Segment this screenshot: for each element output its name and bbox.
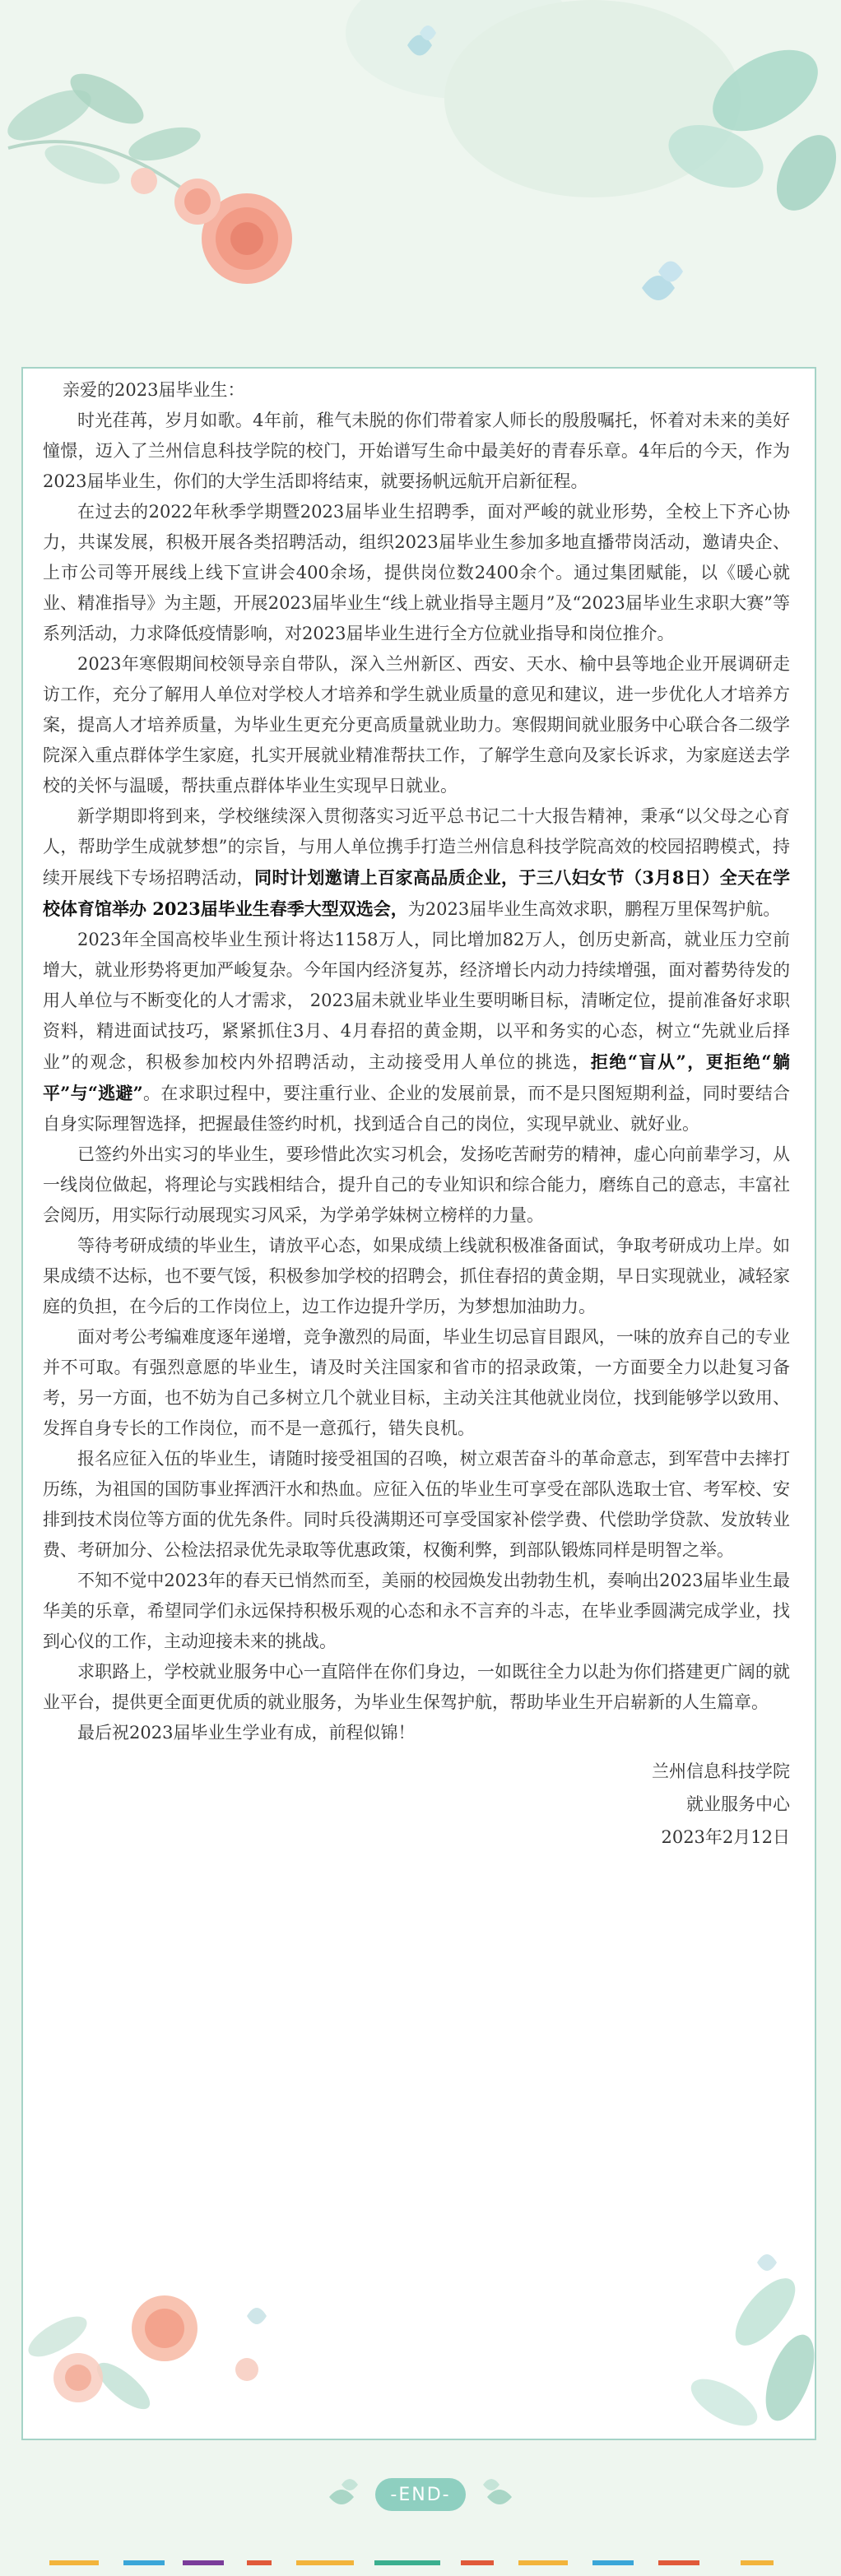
paragraph — [43, 801, 790, 925]
sign-department: 就业服务中心 — [686, 1794, 790, 1814]
end-leaf-left-icon — [329, 2479, 358, 2504]
paragraph: 已签约外出实习的毕业生，要珍惜此次实习机会，发扬吃苦耐劳的精神，虚心向前辈学习，从一线岗位做起，将理论与实践相结合，提升自己的专业知识和综合能力，磨练自己的意志，丰富社会阅历，用实际行动展现实习风采，为学弟学妹树立榜样的力量。 — [43, 1144, 790, 1225]
end-leaf-right-icon — [483, 2479, 512, 2504]
letter-body — [21, 375, 815, 1748]
paragraph: 报名应征入伍的毕业生，请随时接受祖国的召唤，树立艰苦奋斗的革命意志，到军营中去摔打历练，为祖国的国防事业挥洒汗水和热血。应征入伍的毕业生可享受在部队选取士官、考军校、安排到技术岗位等方面的优先条件。同时兵役满期还可享受国家补偿学费、代偿助学贷款、发放转业费、考研加分、公检法招录优先录取等优惠政策，权衡利弊，到部队锻炼同样是明智之举。 — [43, 1449, 790, 1560]
paragraph: 求职路上，学校就业服务中心一直陪伴在你们身边，一如既往全力以赴为你们搭建更广阔的就业平台，提供更全面更优质的就业服务，为毕业生保驾护航，帮助毕业生开启崭新的人生篇章。 — [43, 1662, 790, 1712]
paragraph: 最后祝2023届毕业生学业有成，前程似锦！ — [77, 1723, 416, 1743]
signature-block — [21, 1755, 815, 1854]
paragraph — [43, 925, 790, 1139]
highlight-text: 拒绝“盲从”，更拒绝“躺平”与“逃避” — [43, 1051, 790, 1103]
end-badge: -END- — [375, 2478, 466, 2511]
paragraph-text: 为2023届毕业生高效求职，鹏程万里保驾护航。 — [407, 899, 781, 919]
paragraph: 在过去的2022年秋季学期暨2023届毕业生招聘季，面对严峻的就业形势，全校上下齐心协力，共谋发展，积极开展各类招聘活动，组织2023届毕业生参加多地直播带岗活动，邀请央企、上市公司等开展线上线下宣讲会400余场，提供岗位数2400余个。通过集团赋能，以《暖心就业、精准指导》为主题，开展2023届毕业生“线上就业指导主题月”及“2023届毕业生求职大赛”等系列活动，力求降低疫情影响，对2023届毕业生进行全方位就业指导和岗位推介。 — [43, 502, 790, 643]
top-decoration — [0, 0, 841, 370]
sign-school: 兰州信息科技学院 — [652, 1761, 790, 1781]
paragraph: 等待考研成绩的毕业生，请放平心态，如果成绩上线就积极准备面试，争取考研成功上岸。如果成绩不达标，也不要气馁，积极参加学校的招聘会，抓住春招的黄金期，早日实现就业，减轻家庭的负担，在今后的工作岗位上，边工作边提升学历，为梦想加油助力。 — [43, 1236, 790, 1316]
paragraph-text: 。在求职过程中，要注重行业、企业的发展前景，而不是只图短期利益，同时要结合自身实际理智选择，把握最佳签约时机，找到适合自己的岗位，实现早就业、就好业。 — [43, 1084, 790, 1134]
footer-color-bar — [0, 2560, 841, 2565]
highlight-text: 同时计划邀请上百家高品质企业，于三八妇女节（3月8日）全天在学校体育馆举办 2023届毕业生春季大型双选会， — [43, 867, 790, 919]
paragraph: 时光荏苒，岁月如歌。4年前，稚气未脱的你们带着家人师长的殷殷嘱托，怀着对未来的美好憧憬，迈入了兰州信息科技学院的校门，开始谱写生命中最美好的青春乐章。4年后的今天，作为2023届毕业生，你们的大学生活即将结束，就要扬帆远航开启新征程。 — [43, 411, 790, 491]
paragraph: 不知不觉中2023年的春天已悄然而至，美丽的校园焕发出勃勃生机，奏响出2023届毕业生最华美的乐章，希望同学们永远保持积极乐观的心态和永不言弃的斗志，在毕业季圆满完成学业，找到心仪的工作，主动迎接未来的挑战。 — [43, 1571, 790, 1651]
flower-icon — [22, 2295, 267, 2416]
letter-container — [21, 375, 815, 1854]
paragraph: 面对考公考编难度逐年递增，竞争激烈的局面，毕业生切忌盲目跟风，一味的放弃自己的专业并不可取。有强烈意愿的毕业生，请及时关注国家和省市的招录政策，一方面要全力以赴复习备考，另一方面，也不妨为自己多树立几个就业目标，主动关注其他就业岗位，找到能够学以致用、发挥自身专长的工作岗位，而不是一意孤行，错失良机。 — [43, 1327, 790, 1438]
paragraph: 2023年寒假期间校领导亲自带队，深入兰州新区、西安、天水、榆中县等地企业开展调研走访工作，充分了解用人单位对学校人才培养和学生就业质量的意见和建议，进一步优化人才培养方案，提高人才培养质量，为毕业生更充分更高质量就业助力。寒假期间就业服务中心联合各二级学院深入重点群体学生家庭，扎实开展就业精准帮扶工作，了解学生意向及家长诉求，为家庭送去学校的关怀与温暖，帮扶重点群体毕业生实现早日就业。 — [43, 654, 790, 796]
leaf-icon — [684, 2254, 824, 2435]
paragraph-text: 2023年全国高校毕业生预计将达1158万人，同比增加82万人，创历史新高，就业压力空前增大，就业形势将更加严峻复杂。今年国内经济复苏，经济增长内动力持续增强，面对蓄势待发的用人单位与不断变化的人才需求， 2023届未就业毕业生要明晰目标，清晰定位，提前准备好求职资料，精进面试技巧，紧紧抓住3月、4月春招的黄金期，以平和务实的心态，树立“先就业后择业”的观念，积极参加校内外招聘活动，主动接受用人单位的挑选， — [43, 930, 790, 1072]
salutation: 亲爱的2023届毕业生： — [63, 380, 245, 400]
sign-date: 2023年2月12日 — [661, 1827, 790, 1847]
paragraph-text: 新学期即将到来，学校继续深入贯彻落实习近平总书记二十大报告精神，秉承“以父母之心育人，帮助学生成就梦想”的宗旨，与用人单位携手打造兰州信息科技学院高效的校园招聘模式，持续开展线下专场招聘活动， — [43, 806, 790, 888]
bottom-decoration — [0, 2238, 841, 2576]
